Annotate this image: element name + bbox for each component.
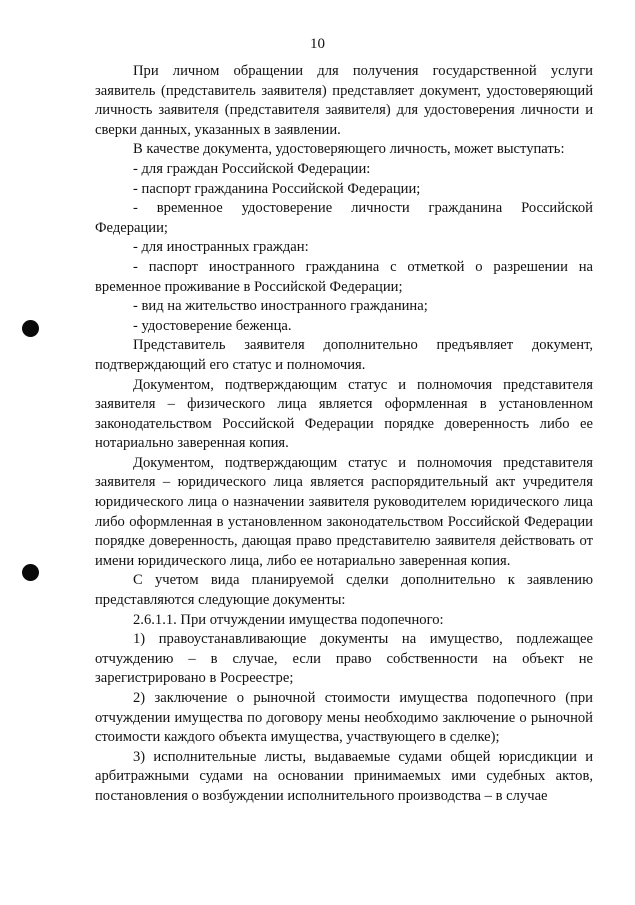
list-item: 2) заключение о рыночной стоимости имущества подопечного (при отчуждении имущества по договору мены необходимо заключение о рыночной стоимости каждого объекта имущества, участвующего в сделке); — [95, 690, 593, 746]
list-item: - вид на жительство иностранного гражданина; — [133, 298, 428, 315]
section-heading: 2.6.1.1. При отчуждении имущества подопечного: — [133, 611, 444, 628]
paragraph: При личном обращении для получения государственной услуги заявитель (представитель заявителя) представляет документ, удостоверяющий личность заявителя (представителя заявителя) для удостоверения личности и сверки данных, указанных в заявлении. — [95, 63, 593, 138]
list-item: - для иностранных граждан: — [133, 239, 309, 256]
paragraph: Представитель заявителя дополнительно предъявляет документ, подтверждающий его статус и полномочия. — [95, 337, 593, 373]
paragraph: С учетом вида планируемой сделки дополнительно к заявлению представляются следующие документы: — [95, 572, 593, 609]
list-item: - для граждан Российской Федерации: — [133, 160, 371, 177]
page-number: 10 — [310, 36, 325, 52]
paragraph: В качестве документа, удостоверяющего личность, может выступать: — [133, 141, 565, 158]
list-item: - паспорт гражданина Российской Федерации; — [133, 180, 421, 197]
list-item: 3) исполнительные листы, выдаваемые судами общей юрисдикции и арбитражными судами на основании принимаемых ими судебных актов, постановления о возбуждении исполнительного производства – в случае — [95, 748, 593, 804]
list-item: - временное удостоверение личности гражданина Российской Федерации; — [95, 200, 593, 236]
paragraph: Документом, подтверждающим статус и полномочия представителя заявителя – юридического лица является распорядительный акт учредителя юридического лица о назначении заявителя руководителем юридического лица либо оформленная в установленном законодательством Российской Федерации порядке доверенность, дающая право представителю заявителя действовать от имени юридического лица, либо ее нотариально заверенная копия. — [95, 454, 593, 569]
punch-hole-mark — [22, 564, 39, 581]
list-item: 1) правоустанавливающие документы на имущество, подлежащее отчуждению – в случае, если право собственности на объект не зарегистрировано в Росреестре; — [95, 631, 593, 687]
paragraph: Документом, подтверждающим статус и полномочия представителя заявителя – физического лица является оформленная в установленном законодательством Российской Федерации порядке доверенность либо ее нотариально заверенная копия. — [95, 376, 593, 452]
list-item: - удостоверение беженца. — [133, 317, 292, 334]
document-body — [95, 62, 593, 807]
list-item: - паспорт иностранного гражданина с отметкой о разрешении на временное проживание в Российской Федерации; — [95, 258, 593, 295]
punch-hole-mark — [22, 320, 39, 337]
